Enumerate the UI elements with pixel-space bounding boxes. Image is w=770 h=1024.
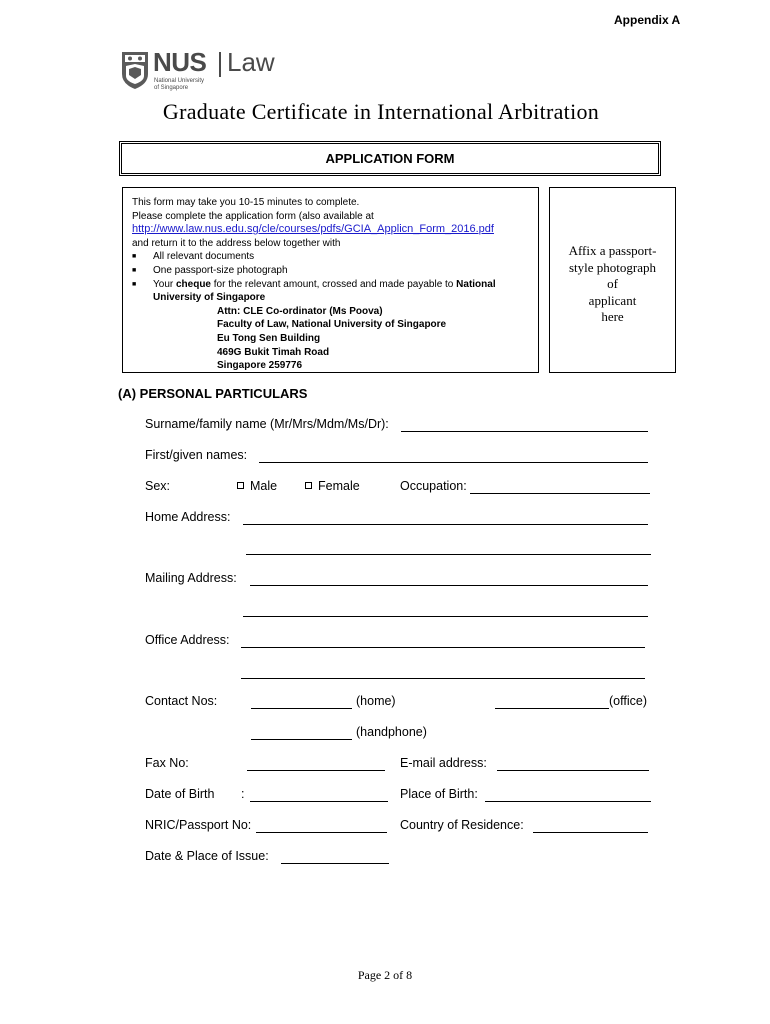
issue-label: Date & Place of Issue: <box>145 849 269 863</box>
occupation-field[interactable] <box>470 493 650 494</box>
page-number: Page 2 of 8 <box>357 968 413 982</box>
mailing-address-label: Mailing Address: <box>145 571 237 585</box>
nric-field[interactable] <box>256 832 387 833</box>
dob-field[interactable] <box>250 801 388 802</box>
pob-field[interactable] <box>485 801 651 802</box>
home-phone-label: (home) <box>356 694 396 708</box>
form-heading-box <box>119 141 661 176</box>
address-building: Eu Tong Sen Building <box>217 332 321 344</box>
logo-law-text: Law <box>227 47 275 77</box>
instruction-line-2: Please complete the application form (also available at <box>132 210 374 222</box>
photo-instruction: applicant <box>588 292 637 308</box>
office-phone-label: (office) <box>609 694 647 708</box>
photo-instruction: here <box>601 309 624 324</box>
photo-instruction: of <box>607 276 618 291</box>
home-phone-field[interactable] <box>251 708 352 709</box>
surname-label: Surname/family name (Mr/Mrs/Mdm/Ms/Dr): <box>145 417 389 431</box>
instruction-line-1: This form may take you 10-15 minutes to complete. <box>132 197 360 208</box>
logo-nus-text: NUS <box>153 47 207 77</box>
form-heading: APPLICATION FORM <box>325 151 455 166</box>
section-heading-personal: (A) PERSONAL PARTICULARS <box>118 386 308 401</box>
email-label: E-mail address: <box>400 756 487 770</box>
fax-field[interactable] <box>247 770 385 771</box>
handphone-label: (handphone) <box>356 725 427 739</box>
office-address-label: Office Address: <box>145 633 230 647</box>
female-checkbox[interactable] <box>305 479 360 493</box>
bullet-icon: ■ <box>132 253 137 261</box>
document-title: Graduate Certificate in International Arbitration <box>162 99 600 124</box>
application-form-link[interactable]: http://www.law.nus.edu.sg/cle/courses/pdfs/GCIA_Applicn_Form_2016.pdf <box>132 223 494 236</box>
address-street: 469G Bukit Timah Road <box>217 346 330 358</box>
office-phone-field[interactable] <box>495 708 609 709</box>
list-item <box>132 264 538 278</box>
sex-label: Sex: <box>145 479 171 493</box>
bullet-text-part: Your <box>153 278 176 290</box>
photo-instruction: Affix a passport- <box>568 243 657 258</box>
given-names-label: First/given names: <box>145 448 248 462</box>
checkbox-icon <box>237 482 244 489</box>
home-address-label: Home Address: <box>145 510 231 524</box>
female-label: Female <box>318 479 360 493</box>
instructions-box <box>122 187 539 373</box>
bullet-icon: ■ <box>132 280 137 288</box>
given-names-field[interactable] <box>259 462 648 463</box>
instruction-line-3: and return it to the address below together with <box>132 237 341 249</box>
appendix-label: Appendix A <box>614 13 681 27</box>
nric-label: NRIC/Passport No: <box>145 818 252 832</box>
contact-label: Contact Nos: <box>145 694 218 708</box>
photo-box[interactable] <box>549 187 676 373</box>
pob-label: Place of Birth: <box>400 787 478 801</box>
fax-label: Fax No: <box>145 756 189 770</box>
address-city: Singapore 259776 <box>217 360 303 372</box>
bullet-text-bold: University of Singapore <box>153 292 266 304</box>
bullet-text-bold: National <box>456 278 496 290</box>
office-address-field-2[interactable] <box>241 678 645 679</box>
mailing-address-field-2[interactable] <box>243 616 648 617</box>
email-field[interactable] <box>497 770 649 771</box>
nus-crest-icon <box>120 50 150 90</box>
address-faculty: Faculty of Law, National University of Singapore <box>217 319 447 331</box>
male-label: Male <box>250 479 278 493</box>
residence-label: Country of Residence: <box>400 818 524 832</box>
occupation-label: Occupation: <box>400 479 467 493</box>
residence-field[interactable] <box>533 832 648 833</box>
home-address-field[interactable] <box>243 524 648 525</box>
office-address-field[interactable] <box>241 647 645 648</box>
dob-colon: : <box>241 787 245 801</box>
bullet-text: One passport-size photograph <box>153 264 288 276</box>
dob-label: Date of Birth <box>145 787 215 801</box>
logo-divider <box>219 52 221 77</box>
surname-field[interactable] <box>401 431 648 432</box>
bullet-text-bold: cheque <box>175 278 211 290</box>
checkbox-icon <box>305 482 312 489</box>
mailing-address-field[interactable] <box>250 585 648 586</box>
bullet-text-part: for the relevant amount, crossed and made payable to <box>211 278 457 290</box>
list-item <box>132 278 538 305</box>
logo-subtitle-1: National University <box>154 78 205 84</box>
male-checkbox[interactable] <box>237 479 277 493</box>
logo-subtitle-2: of Singapore <box>154 85 189 91</box>
bullet-text: All relevant documents <box>153 251 255 263</box>
nus-law-logo <box>120 47 285 96</box>
home-address-field-2[interactable] <box>246 554 651 555</box>
address-attn: Attn: CLE Co-ordinator (Ms Poova) <box>217 305 383 317</box>
bullet-icon: ■ <box>132 266 137 274</box>
list-item <box>132 250 538 264</box>
handphone-field[interactable] <box>251 739 352 740</box>
issue-field[interactable] <box>281 863 389 864</box>
photo-instruction: style photograph <box>568 259 656 275</box>
bullet-text <box>153 278 496 305</box>
